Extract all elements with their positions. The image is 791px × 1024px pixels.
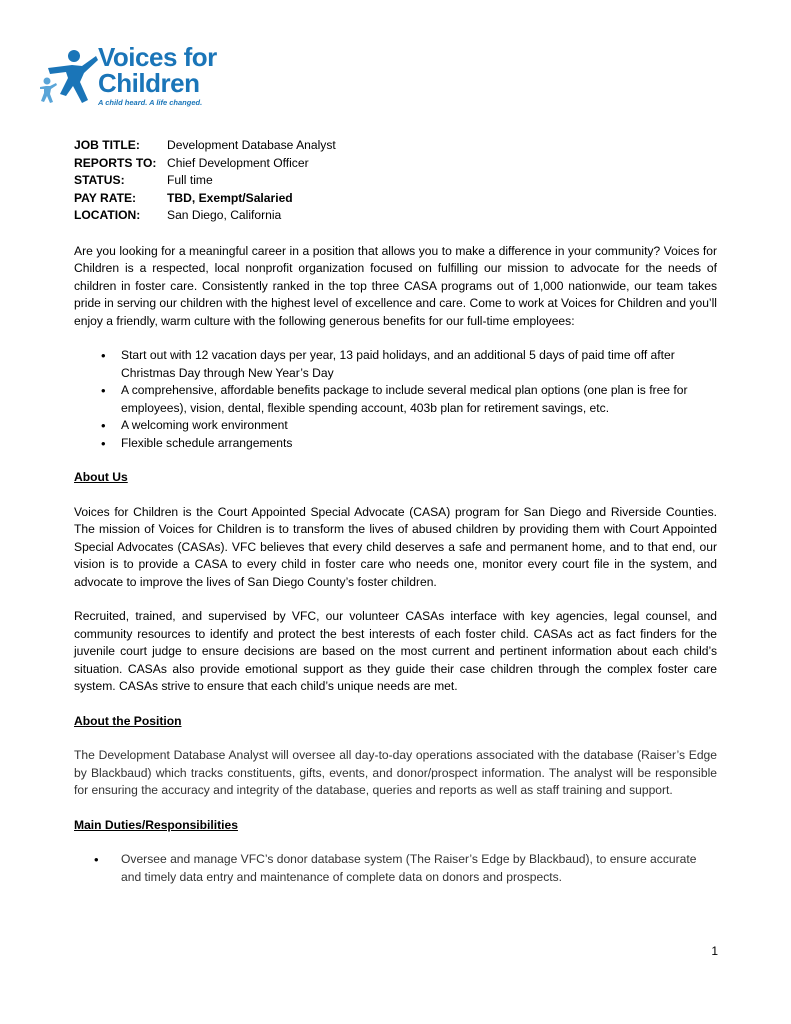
fact-label: REPORTS TO: xyxy=(74,155,157,170)
job-facts xyxy=(74,137,717,225)
intro-paragraph: Are you looking for a meaningful career in a position that allows you to make a difference in your community? Voices for Children is a respected, local nonprofit organization focused on fulfilling our mission to advocate for the needs of children in foster care. Consistently ranked in the top three CASA programs out of 1,000 nationwide, our team takes pride in serving our children with the highest level of excellence and care. Come to work at Voices for Children and you’ll enjoy a friendly, warm culture with the following generous benefits for our full-time employees: xyxy=(74,243,717,328)
fact-label: LOCATION: xyxy=(74,208,141,222)
fact-value: Development Database Analyst xyxy=(167,138,336,152)
fact-pay-rate xyxy=(74,190,717,208)
benefits-list xyxy=(74,347,717,452)
logo-tagline: A child heard. A life changed. xyxy=(98,98,203,107)
voices-for-children-logo xyxy=(38,44,218,106)
duties-heading: Main Duties/Responsibilities xyxy=(74,817,238,832)
fact-status xyxy=(74,172,717,190)
duty-item: • Oversee and manage VFC’s donor database system (The Raiser’s Edge by Blackbaud), to ensure accurate and timely data entry and maintenance of complete data on donors and prospects. xyxy=(121,851,717,886)
page-number: 1 xyxy=(711,944,718,958)
logo-title-line2: Children xyxy=(98,68,200,98)
about-us-paragraph-2: Recruited, trained, and supervised by VFC, our volunteer CASAs interface with key agencies, legal counsel, and community resources to identify and protect the best interests of each foster child. CASAs act as fact finders for the juvenile court judge to ensure decisions are based on the most current and pertinent information about each child’s situation. CASAs also provide emotional support as they guide their case children through the complex foster care system. CASAs strive to ensure that each child’s unique needs are met. xyxy=(74,609,717,693)
fact-reports-to xyxy=(74,155,717,173)
about-us-heading: About Us xyxy=(74,470,128,484)
benefit-item: • Flexible schedule arrangements xyxy=(121,435,717,453)
duties-list xyxy=(74,851,717,886)
fact-label: PAY RATE: xyxy=(74,190,137,205)
benefit-item: • A comprehensive, affordable benefits package to include several medical plan options (one plan is free for employees), vision, dental, flexible spending account, 403b plan for retirement savings, etc. xyxy=(121,382,717,417)
job-description xyxy=(74,137,717,886)
fact-value: Chief Development Officer xyxy=(167,155,309,170)
about-us-paragraph-1: Voices for Children is the Court Appointed Special Advocate (CASA) program for San Diego and Riverside Counties. The mission of Voices for Children is to transform the lives of abused children by providing them with Court Appointed Special Advocates (CASAs). VFC believes that every child deserves a safe and permanent home, and to that end, our vision is to provide a CASA to every child in foster care who needs one, monitor every court file in the system, and advocate to improve the lives of San Diego County’s foster children. xyxy=(74,504,717,589)
about-position-heading: About the Position xyxy=(74,713,182,728)
benefit-item: • A welcoming work environment xyxy=(121,417,717,435)
fact-location xyxy=(74,207,717,225)
children-figures-icon xyxy=(38,48,100,104)
fact-value: Full time xyxy=(167,173,213,187)
fact-job-title xyxy=(74,137,717,155)
fact-value: TBD, Exempt/Salaried xyxy=(167,190,293,205)
fact-value: San Diego, California xyxy=(167,208,282,222)
fact-label: JOB TITLE: xyxy=(74,138,140,152)
benefit-item: • Start out with 12 vacation days per year, 13 paid holidays, and an additional 5 days of paid time off after Christmas Day through New Year’s Day xyxy=(121,347,717,382)
fact-label: STATUS: xyxy=(74,173,125,187)
about-position-paragraph: The Development Database Analyst will oversee all day-to-day operations associated with the database (Raiser’s Edge by Blackbaud) which tracks constituents, gifts, events, and donor/prospect information. The analyst will be responsible for ensuring the accuracy and integrity of the database, queries and reports as well as staff training and support. xyxy=(74,748,717,797)
logo-title-line1: Voices for xyxy=(98,42,217,72)
